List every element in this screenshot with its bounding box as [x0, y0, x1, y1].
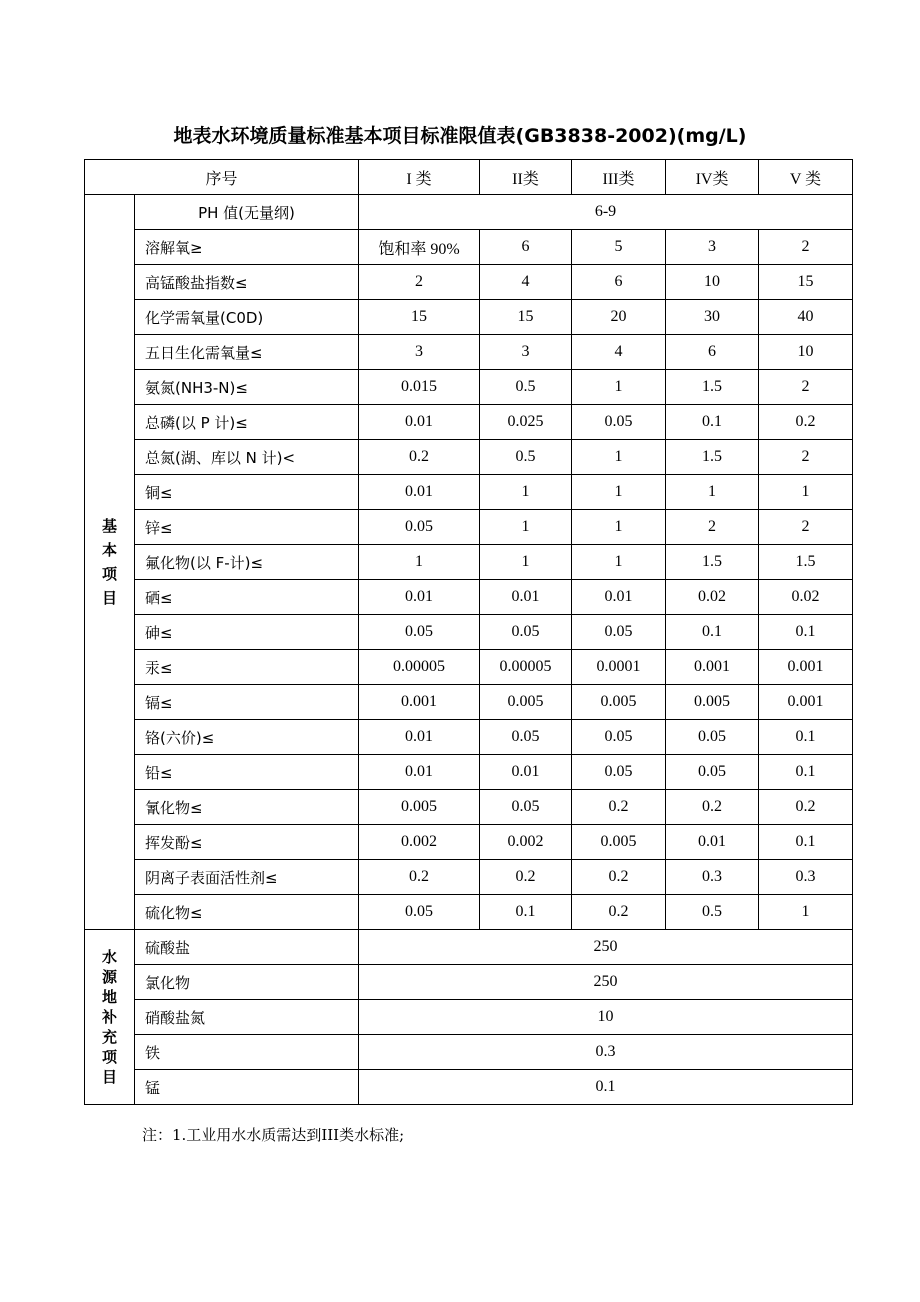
item-value: 0.05 [572, 405, 666, 440]
group-supplement-char: 地 [101, 988, 117, 1006]
item-value: 0.005 [572, 825, 666, 860]
group-supplement-items [85, 930, 135, 1105]
item-name: 汞≤ [135, 650, 359, 685]
item-value: 250 [359, 965, 853, 1000]
table-row [85, 825, 853, 860]
table-row [85, 300, 853, 335]
item-value: 0.00005 [480, 650, 572, 685]
table-row [85, 930, 853, 965]
item-name: 挥发酚≤ [135, 825, 359, 860]
table-row [85, 755, 853, 790]
item-value: 10 [359, 1000, 853, 1035]
item-value: 1.5 [666, 545, 759, 580]
item-name: 氰化物≤ [135, 790, 359, 825]
item-name: 铬(六价)≤ [135, 720, 359, 755]
item-name: 铁 [135, 1035, 359, 1070]
group-supplement-char: 补 [101, 1008, 117, 1026]
item-value: 15 [359, 300, 480, 335]
item-value: 1 [572, 475, 666, 510]
item-value: 1.5 [666, 370, 759, 405]
item-value: 0.05 [480, 720, 572, 755]
table-row [85, 265, 853, 300]
item-name: 锌≤ [135, 510, 359, 545]
item-value: 0.02 [759, 580, 853, 615]
item-value: 0.1 [666, 615, 759, 650]
group-supplement-char: 目 [101, 1068, 117, 1086]
item-value: 0.002 [480, 825, 572, 860]
item-value: 2 [359, 265, 480, 300]
group-supplement-char: 水 [101, 948, 117, 966]
item-value: 1 [759, 475, 853, 510]
table-row [85, 545, 853, 580]
table-row [85, 230, 853, 265]
item-value: 0.01 [359, 720, 480, 755]
item-value: 3 [666, 230, 759, 265]
item-value: 1 [572, 545, 666, 580]
item-name: 砷≤ [135, 615, 359, 650]
item-name: 溶解氧≥ [135, 230, 359, 265]
table-row [85, 650, 853, 685]
item-name: 阴离子表面活性剂≤ [135, 860, 359, 895]
item-value: 1 [572, 440, 666, 475]
item-value: 0.3 [666, 860, 759, 895]
item-value: 0.2 [759, 790, 853, 825]
item-value: 6 [480, 230, 572, 265]
item-value: 15 [480, 300, 572, 335]
footnote: 注：1.工业用水水质需达到III类水标准; [142, 1126, 405, 1144]
header-class-5: V 类 [759, 160, 853, 195]
table-row [85, 440, 853, 475]
table-row [85, 1070, 853, 1105]
item-value: 2 [759, 510, 853, 545]
item-value: 6 [572, 265, 666, 300]
item-value: 1.5 [759, 545, 853, 580]
item-value: 0.2 [572, 790, 666, 825]
item-value: 40 [759, 300, 853, 335]
item-name: 氟化物(以 F-计)≤ [135, 545, 359, 580]
table-row [85, 965, 853, 1000]
item-name: 硝酸盐氮 [135, 1000, 359, 1035]
item-value: 0.05 [572, 755, 666, 790]
item-value: 0.005 [572, 685, 666, 720]
item-value: 0.1 [666, 405, 759, 440]
item-value: 15 [759, 265, 853, 300]
item-value: 0.05 [572, 615, 666, 650]
item-value: 3 [359, 335, 480, 370]
table-row [85, 335, 853, 370]
item-value: 0.05 [359, 895, 480, 930]
item-value: 250 [359, 930, 853, 965]
header-class-3: III类 [572, 160, 666, 195]
item-value: 0.025 [480, 405, 572, 440]
item-name: 锰 [135, 1070, 359, 1105]
header-class-4: IV类 [666, 160, 759, 195]
item-value: 1 [666, 475, 759, 510]
item-value: 0.2 [480, 860, 572, 895]
item-name: 氯化物 [135, 965, 359, 1000]
item-value: 10 [759, 335, 853, 370]
item-value: 1 [480, 545, 572, 580]
item-value: 0.2 [572, 860, 666, 895]
item-value: 0.3 [359, 1035, 853, 1070]
item-value: 0.2 [572, 895, 666, 930]
item-value: 0.1 [759, 755, 853, 790]
table-row [85, 405, 853, 440]
item-value: 0.001 [359, 685, 480, 720]
item-value: 4 [480, 265, 572, 300]
item-value: 0.005 [359, 790, 480, 825]
item-value: 30 [666, 300, 759, 335]
item-name: 总磷(以 P 计)≤ [135, 405, 359, 440]
item-value: 0.1 [759, 825, 853, 860]
item-value: 1 [480, 510, 572, 545]
item-value: 0.05 [666, 720, 759, 755]
item-value: 2 [759, 230, 853, 265]
item-name: 铜≤ [135, 475, 359, 510]
item-value: 1 [572, 370, 666, 405]
standards-table [84, 159, 853, 1105]
table-row [85, 685, 853, 720]
item-value: 20 [572, 300, 666, 335]
item-value: 0.001 [666, 650, 759, 685]
item-value: 0.001 [759, 650, 853, 685]
item-value: 0.3 [759, 860, 853, 895]
table-row [85, 580, 853, 615]
item-name: 氨氮(NH3-N)≤ [135, 370, 359, 405]
item-value: 0.2 [359, 860, 480, 895]
item-value: 0.01 [480, 580, 572, 615]
item-value: 0.005 [480, 685, 572, 720]
item-name: PH 值(无量纲) [135, 195, 359, 230]
page-title: 地表水环境质量标准基本项目标准限值表(GB3838-2002)(mg/L) [173, 125, 747, 147]
item-value: 0.5 [480, 370, 572, 405]
item-value: 2 [759, 440, 853, 475]
item-value: 2 [759, 370, 853, 405]
item-value: 0.005 [666, 685, 759, 720]
item-value: 0.05 [359, 510, 480, 545]
item-value: 1 [480, 475, 572, 510]
item-value: 0.05 [480, 615, 572, 650]
header-row [85, 160, 853, 195]
item-value: 0.1 [759, 720, 853, 755]
item-name: 铅≤ [135, 755, 359, 790]
item-value: 0.1 [359, 1070, 853, 1105]
table-row [85, 370, 853, 405]
item-name: 化学需氧量(C0D) [135, 300, 359, 335]
item-value: 0.015 [359, 370, 480, 405]
item-value: 0.002 [359, 825, 480, 860]
item-value: 饱和率 90% [359, 230, 480, 265]
item-name: 高锰酸盐指数≤ [135, 265, 359, 300]
item-value: 0.01 [359, 755, 480, 790]
item-value: 0.5 [666, 895, 759, 930]
table-row [85, 720, 853, 755]
item-value: 3 [480, 335, 572, 370]
item-value: 0.2 [359, 440, 480, 475]
item-value: 6 [666, 335, 759, 370]
group-supplement-char: 项 [101, 1048, 117, 1066]
item-name: 五日生化需氧量≤ [135, 335, 359, 370]
item-value: 4 [572, 335, 666, 370]
item-value: 1.5 [666, 440, 759, 475]
header-class-2: II类 [480, 160, 572, 195]
table-row [85, 1000, 853, 1035]
group-basic-char: 项 [101, 565, 117, 583]
item-value: 0.1 [480, 895, 572, 930]
item-value: 0.05 [572, 720, 666, 755]
header-class-1: I 类 [359, 160, 480, 195]
item-value: 1 [359, 545, 480, 580]
item-value: 0.01 [359, 475, 480, 510]
item-value: 0.2 [666, 790, 759, 825]
table-row [85, 475, 853, 510]
item-value: 0.01 [359, 405, 480, 440]
item-value: 0.05 [666, 755, 759, 790]
item-name: 硫化物≤ [135, 895, 359, 930]
item-value: 0.01 [480, 755, 572, 790]
group-supplement-char: 充 [101, 1028, 117, 1046]
table-row [85, 895, 853, 930]
item-value: 0.00005 [359, 650, 480, 685]
table-row [85, 615, 853, 650]
group-basic-char: 基 [101, 517, 117, 535]
item-value: 0.1 [759, 615, 853, 650]
item-name: 硒≤ [135, 580, 359, 615]
item-value: 6-9 [359, 195, 853, 230]
item-name: 镉≤ [135, 685, 359, 720]
item-value: 0.01 [572, 580, 666, 615]
item-value: 0.01 [359, 580, 480, 615]
header-index: 序号 [85, 160, 359, 195]
group-basic-char: 本 [101, 541, 117, 559]
item-value: 0.02 [666, 580, 759, 615]
item-name: 总氮(湖、库以 N 计)< [135, 440, 359, 475]
item-value: 0.05 [359, 615, 480, 650]
group-basic-items [85, 195, 135, 930]
item-value: 0.001 [759, 685, 853, 720]
group-basic-char: 目 [101, 589, 117, 607]
item-value: 10 [666, 265, 759, 300]
table-row [85, 510, 853, 545]
table-row [85, 1035, 853, 1070]
item-value: 0.01 [666, 825, 759, 860]
item-value: 1 [572, 510, 666, 545]
table-row-ph [85, 195, 853, 230]
item-value: 0.0001 [572, 650, 666, 685]
item-value: 0.2 [759, 405, 853, 440]
item-value: 0.5 [480, 440, 572, 475]
table-row [85, 790, 853, 825]
group-supplement-char: 源 [101, 968, 117, 986]
item-value: 5 [572, 230, 666, 265]
item-value: 2 [666, 510, 759, 545]
item-value: 0.05 [480, 790, 572, 825]
table-row [85, 860, 853, 895]
item-name: 硫酸盐 [135, 930, 359, 965]
item-value: 1 [759, 895, 853, 930]
